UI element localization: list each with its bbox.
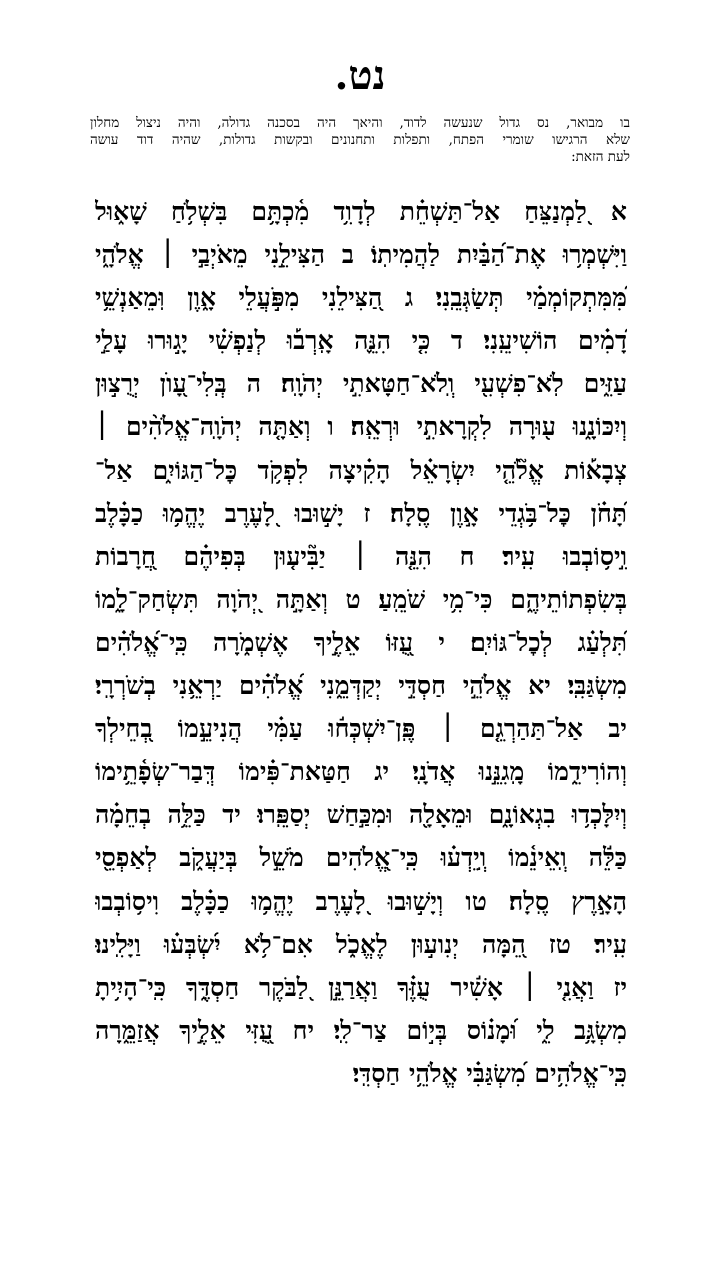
psalm-line: דָ֝מִ֗ים הוֹשִׁיעֵֽנִי׃ ד כִּ֤י הִנֵּ֪ה אָֽרְב֡וּ לְנַפְשִׁ֗י יָג֣וּרוּ עָלַ֣י: [95, 326, 627, 356]
psalm-line: עַזִּ֑ים לֹֽא־פִשְׁעִ֖י וְֽלֹא־חַטָּאתִ֣י יְהֹוָֽה׃ ה בְּֽלִי־עָ֭וֺן יְרֻצ֣וּן: [95, 369, 627, 399]
psalm-line: יב אַל־תַּהַרְגֵ֤ם ׀ פֶּֽן־יִשְׁכְּח֬וּ עַמִּ֗י הֲנִיעֵ֣מוֹ בְ֭חֵילְךָ: [95, 714, 627, 744]
psalm-line: מִשְׂגָּ֥ב לִ֑י וּ֝מָנ֗וֹס בְּי֣וֹם צַר־לִֽי׃ יח עֻ֭זִּי אֵלֶ֣יךָ אֲזַמֵּ֑רָה: [95, 1015, 627, 1045]
psalm-line: מִּ֝מִּתְקוֹמְמַ֗י תְּשַׂגְּבֵֽנִי׃ ג הַ֭צִּילֵנִי מִפֹּ֣עֲלֵי אָ֑וֶן וּֽמֵאַנְשֵׁ֥י: [95, 283, 627, 313]
psalm-line: עִֽיר׃ טז הֵ֭מָּה יְנִוע֣וּן לֶאֱכֹ֑ל אִם־לֹ֥א יִ֝שְׂבְּע֗וּ וַיָּלִֽינוּ׃: [95, 929, 627, 959]
chapter-introduction: [90, 115, 630, 166]
psalm-line: וְהוֹרִידֵ֑מוֹ מָֽגִנֵּ֣נוּ אֲדֹנָֽי׃ יג חַטַּאת־פִּ֗ימוֹ דְּֽבַר־שְׂפָ֫תֵ֥ימוֹ: [95, 757, 627, 787]
psalm-line: וְיִכּוֹנָ֑נוּ ע֖וּרָה לִקְרָאתִ֣י וּרְאֵֽה׃ ו וְאַתָּ֤ה יְהֹוָֽה־אֱלֹהִ֨ים ׀: [95, 412, 627, 442]
chapter-title: נט.: [334, 52, 386, 99]
psalm-line: יז וַאֲנִ֤י ׀ אָשִׁ֬יר עֻזֶּ֗ךָ וַאֲרַנֵּ֣ן לַ֭בֹּקֶר חַסְדֶּ֑ךָ כִּֽי־הָיִ֥יתָ: [95, 972, 627, 1002]
intro-line: שלא הרגישו שומרי הפתח, ותפלות ותחנונים ובקשות גדולות, שהיה דוד עושה: [90, 132, 630, 148]
psalm-line: צְבָא֡וֹת אֱלֹ֘הֵ֤י יִשְׂרָאֵ֗ל הָקִ֗יצָה לִפְקֹ֥ד כׇּל־הַגּוֹיִ֑ם אַל־: [95, 455, 627, 485]
psalm-line: מִשְׂגַּבִּֽי׃ יא אֱלֹהֵ֣י חַסְדִּ֣י יְקַדְּמֵ֑נִי אֱ֝לֹהִ֗ים יַרְאֵ֥נִי בְשֹׁרְרָֽי׃: [95, 671, 627, 701]
psalm-line: וַיִּשְׁמְר֥וּ אֶת־הַ֝בַּ֗יִת לַהֲמִיתֽוֹ׃ ב הַצִּילֵ֣נִי מֵאֹיְבַ֣י ׀ אֱלֹהָ֑י: [95, 240, 627, 270]
psalm-line: וְיִלָּכְד֥וּ בִגְאוֹנָ֑ם וּמֵאָלָ֖ה וּמִכַּ֣חַשׁ יְסַפֵּֽרוּ׃ יד כַּלֵּ֥ה בְחֵמָ֗ה: [95, 800, 627, 830]
psalm-line: וִ֣יס֥וֹבְבוּ עִֽיר׃ ח הִנֵּ֤ה ׀ יַבִּ֘יע֤וּן בְּפִיהֶ֗ם חֲ֭רָבוֹת: [95, 541, 627, 571]
psalm-line: תָּ֝חֹ֗ן כׇּל־בֹּ֥גְדֵי אָ֣וֶן סֶֽלָה׃ ז יָשׁ֣וּבוּ לָ֭עֶרֶב יֶהֱמ֥וּ כַכָּ֗לֶב: [95, 498, 627, 528]
psalm-line: הָאָ֣רֶץ סֶֽלָה׃ טו וְיָשׁ֣וּבוּ לָ֭עֶרֶב יֶהֱמ֥וּ כַכָּ֗לֶב וִיס֥וֹבְבוּ: [95, 886, 627, 916]
psalm-line: בְּשִׂפְתוֹתֵיהֶ֑ם כִּי־מִ֥י שֹׁמֵֽעַ׃ ט וְאַתָּ֣ה יְ֭הֹוָה תִּשְׂחַק־לָ֑מוֹ: [95, 584, 627, 614]
psalm-line: תִּ֝לְעַ֗ג לְכׇל־גּוֹיִֽם׃ י עֻ֭זּוֹ אֵלֶ֣יךָ אֶשְׁמֹ֑רָה כִּֽי־אֱ֝לֹהִ֗ים: [95, 627, 627, 657]
intro-line: לעת הזאת:: [571, 149, 630, 165]
psalm-text: [95, 190, 627, 1095]
psalm-line: כִּֽי־אֱלֹהִ֥ים מִ֝שְׂגַּבִּ֗י אֱלֹהֵ֥י חַסְדִּֽי׃: [352, 1058, 627, 1088]
intro-line: בו מבואר, נס גדול שנעשה לדוד, והיאך היה בסכנה גדולה, והיה ניצול מחלון: [90, 115, 630, 131]
psalm-line: כַּלֵּ֬ה וְֽאֵינֵ֫מוֹ וְֽיֵדְע֗וּ כִּֽי־אֱ֭לֹהִים מֹשֵׁ֣ל בְּיַעֲקֹ֑ב לְאַפְסֵ֖י: [95, 843, 627, 873]
psalm-line: א לַ֭מְנַצֵּחַ אַל־תַּשְׁחֵ֗ת לְדָוִ֥ד מִ֫כְתָּ֥ם בִּשְׁלֹ֥חַ שָׁא֑וּל: [95, 197, 627, 226]
